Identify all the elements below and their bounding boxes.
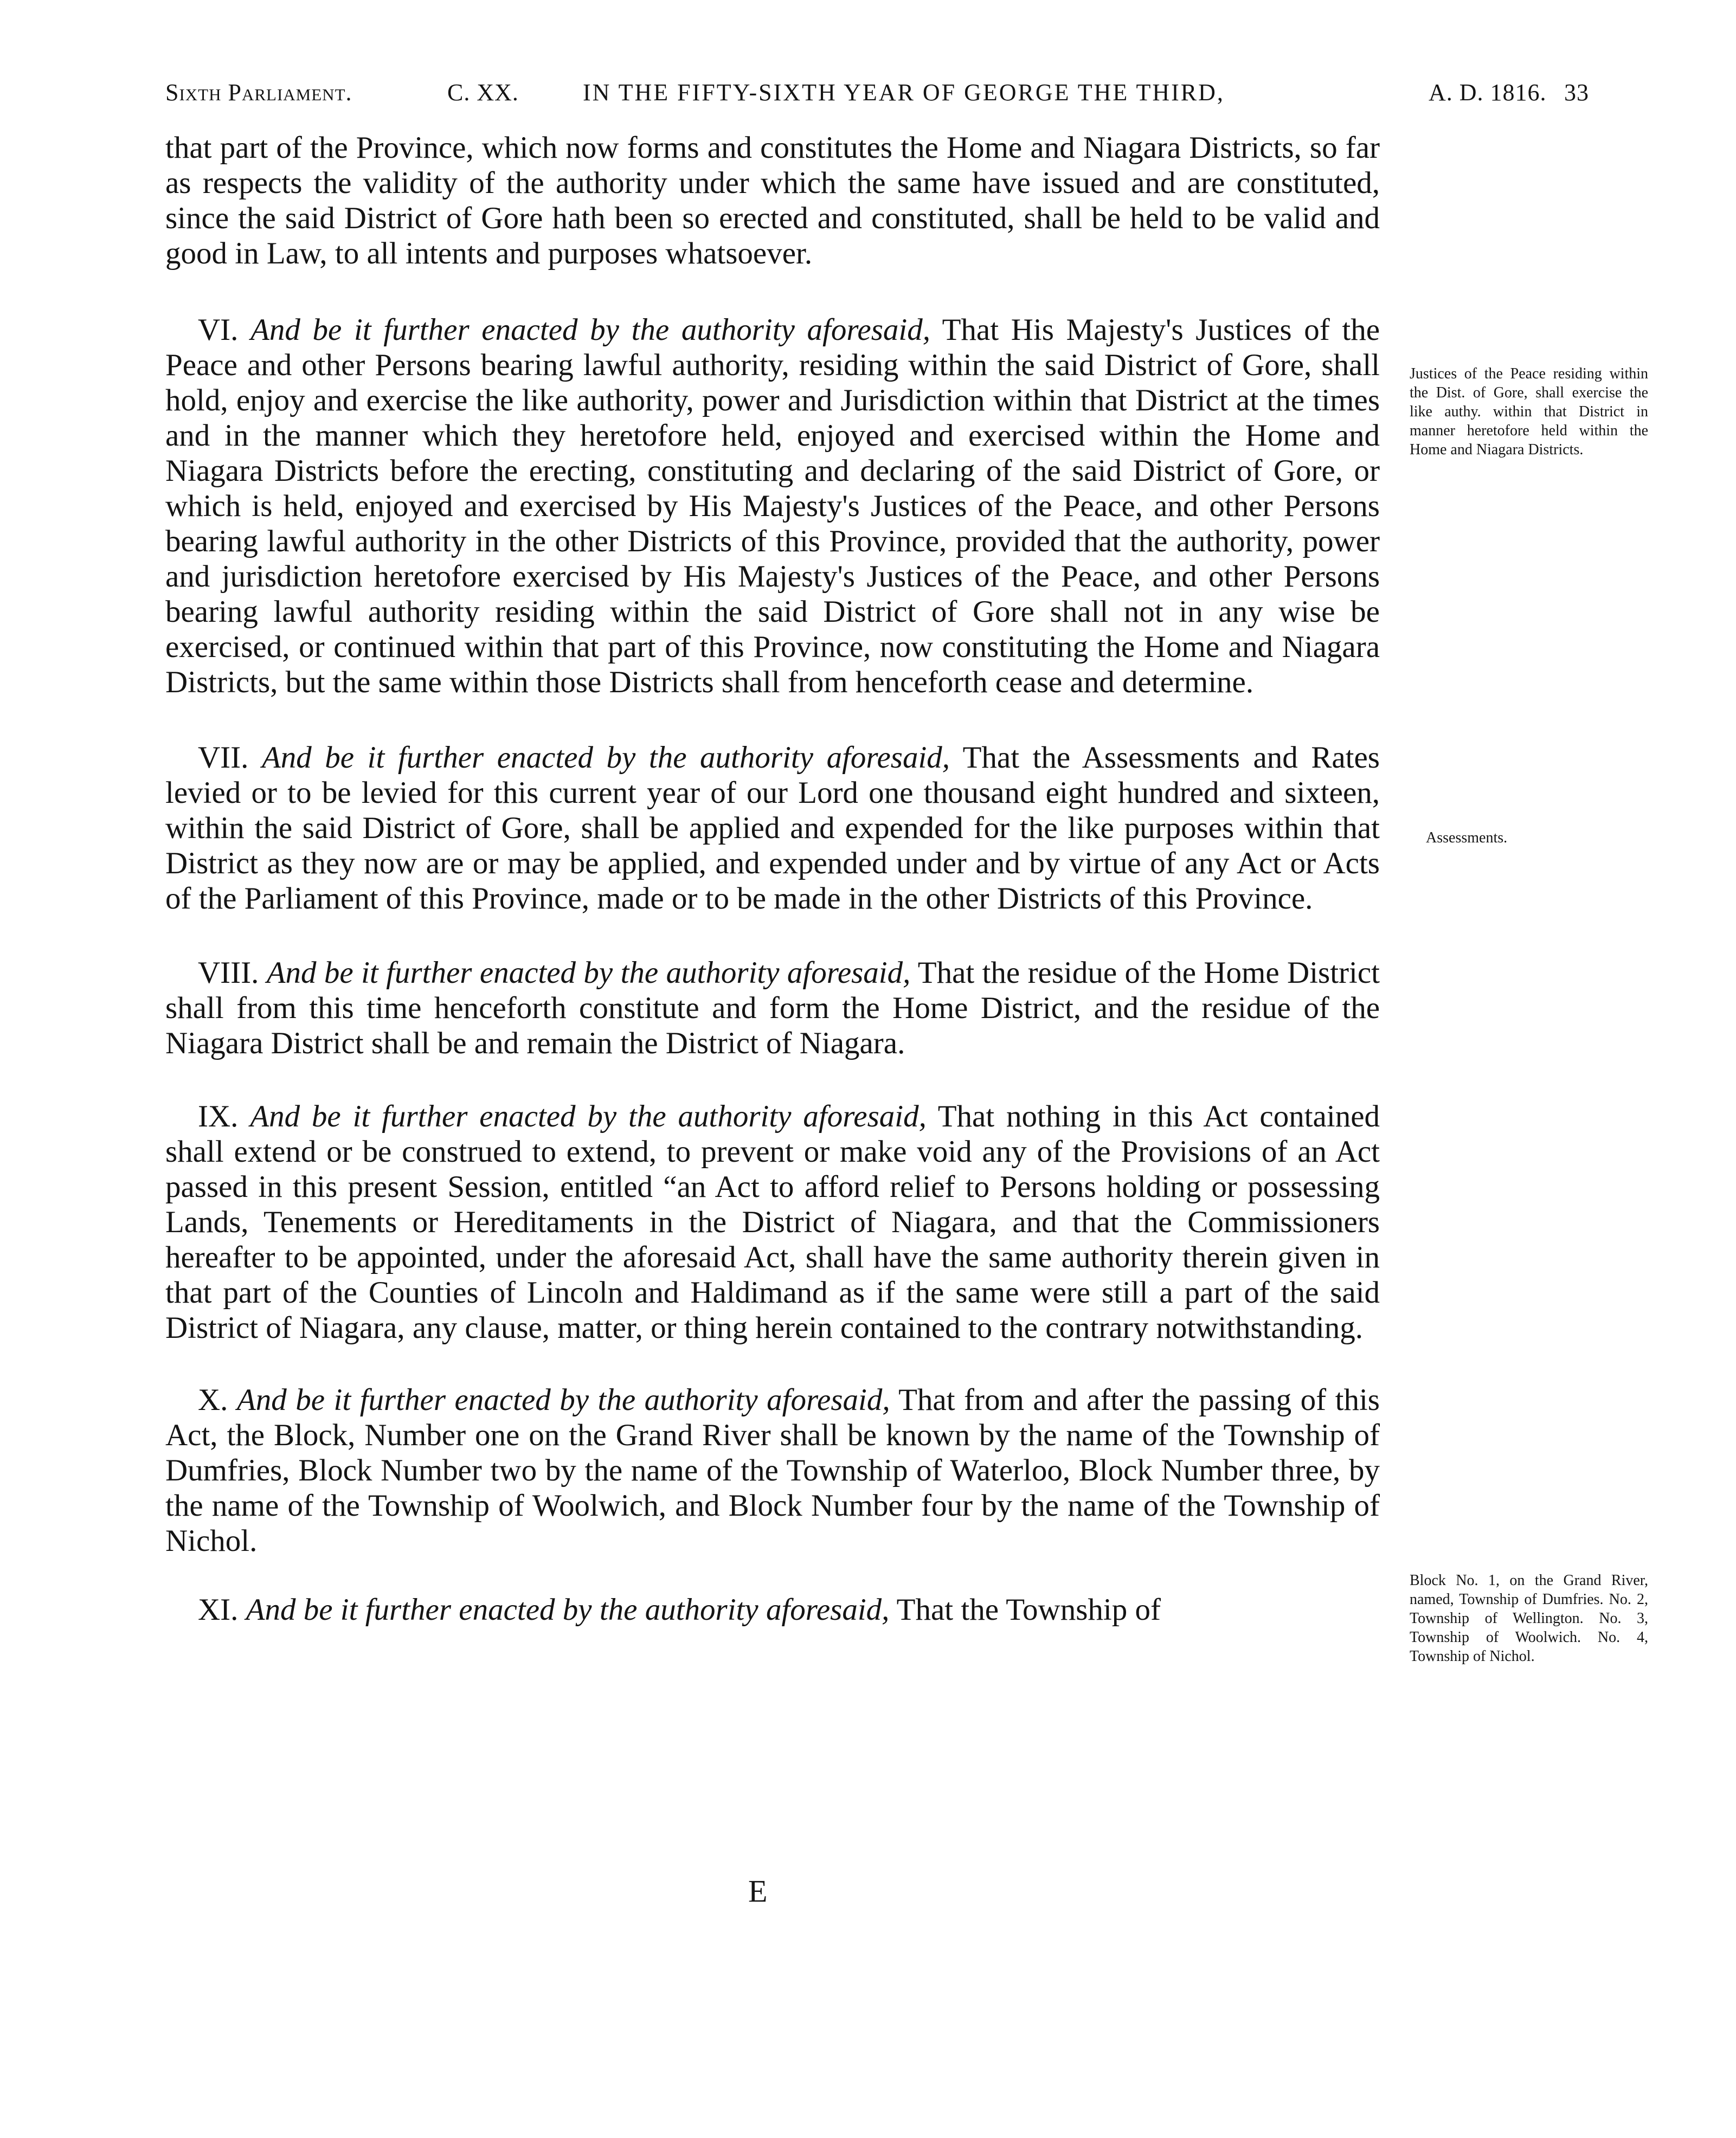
section-text: That the Assessments and Rates levied or to be levied for this current year of our Lord one thousand eight hundred and sixteen, within the said District of Gore, shall be applied and expended for the like purposes within that District as they now are or may be applied, and expended under and by virtue of any Act or Acts of the Parliament of this Province, made or to be made in the other Districts of this Province. (165, 740, 1380, 916)
header-year-text: IN THE FIFTY-SIXTH YEAR OF GEORGE THE THIRD, (583, 79, 1225, 106)
section-vi (165, 312, 1380, 700)
section-number: VII. (198, 740, 249, 775)
section-continuation (165, 130, 1380, 271)
enacting-phrase: And be it further enacted by the authority aforesaid, (246, 1593, 890, 1627)
section-vii (165, 740, 1380, 916)
section-number: X. (198, 1383, 228, 1417)
page-number: 33 (1564, 79, 1589, 106)
section-ix (165, 1099, 1380, 1345)
enacting-phrase: And be it further enacted by the authority aforesaid, (250, 313, 930, 347)
header-parliament: Sixth Parliament. (165, 79, 352, 106)
section-viii (165, 955, 1380, 1061)
statute-body (165, 130, 1380, 1627)
enacting-phrase: And be it further enacted by the authority aforesaid, (261, 740, 950, 775)
section-text: That the residue of the Home District shall from this time henceforth constitute and form the Home District, and the residue of the Niagara District shall be and remain the District of Niagara. (165, 956, 1380, 1060)
running-header (165, 79, 1629, 118)
section-text: That the Township of (896, 1593, 1161, 1627)
section-x (165, 1382, 1380, 1559)
section-text: That His Majesty's Justices of the Peace and other Persons bearing lawful authority, residing within the said District of Gore, shall hold, enjoy and exercise the like authority, power and Jurisdiction within that District at the times and in the manner which they heretofore held, enjoyed and exercised within the Home and Niagara Districts before the erecting, constituting and declaring of the said District of Gore, or which is held, enjoyed and exercised by His Majesty's Justices of the Peace, and other Persons bearing lawful authority in the other Districts of this Province, provided that the authority, power and jurisdiction heretofore exercised by His Majesty's Justices of the Peace, and other Persons bearing lawful authority residing within the said District of Gore shall not in any wise be exercised, or continued within that part of this Province, now constituting the Home and Niagara Districts, but the same within those Districts shall from henceforth cease and determine. (165, 313, 1380, 699)
section-xi (165, 1592, 1380, 1627)
header-chapter: C. XX. (447, 79, 519, 106)
catchword: E (748, 1873, 768, 1909)
section-number: VIII. (198, 956, 259, 990)
section-text: That from and after the passing of this Act, the Block, Number one on the Grand River shall be known by the name of the Township of Dumfries, Block Number two by the name of the Township of Waterloo, Block Number three, by the name of the Township of Woolwich, and Block Number four by the name of the Township of Nichol. (165, 1383, 1380, 1558)
section-text: that part of the Province, which now forms and constitutes the Home and Niagara Districts, so far as respects the validity of the authority under which the same have issued and are constituted, since the said District of Gore hath been so erected and constituted, shall be held to be valid and good in Law, to all intents and purposes whatsoever. (165, 131, 1380, 271)
section-number: VI. (198, 313, 239, 347)
margin-note-justices: Justices of the Peace residing within the Dist. of Gore, shall exercise the like authy. within that District in manner heretofore held within the Home and Niagara Districts. (1410, 365, 1648, 458)
enacting-phrase: And be it further enacted by the authority aforesaid, (236, 1383, 890, 1417)
enacting-phrase: And be it further enacted by the authority aforesaid, (266, 956, 911, 990)
enacting-phrase: And be it further enacted by the authority aforesaid, (250, 1099, 927, 1134)
section-number: IX. (198, 1099, 239, 1134)
header-anno-domini: A. D. 1816. (1429, 79, 1547, 106)
section-number: XI. (198, 1593, 239, 1627)
margin-note-townships: Block No. 1, on the Grand River, named, Township of Dumfries. No. 2, Township of Wellington. No. 3, Township of Woolwich. No. 4, Township of Nichol. (1410, 1572, 1648, 1665)
section-text: That nothing in this Act contained shall extend or be construed to extend, to prevent or make void any of the Provisions of an Act passed in this present Session, entitled “an Act to afford relief to Persons holding or possessing Lands, Tenements or Hereditaments in the District of Niagara, and that the Commissioners hereafter to be appointed, under the aforesaid Act, shall have the same authority therein given in that part of the Counties of Lincoln and Haldimand as if the same were still a part of the said District of Niagara, any clause, matter, or thing herein contained to the contrary notwithstanding. (165, 1099, 1380, 1345)
margin-note-assessments: Assessments. (1426, 829, 1508, 846)
